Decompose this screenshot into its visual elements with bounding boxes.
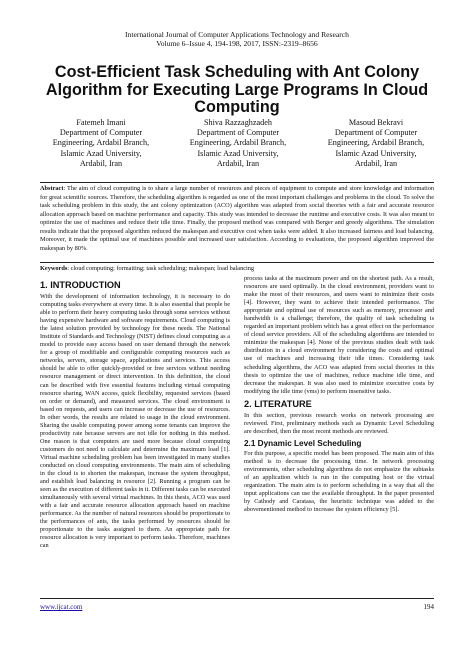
left-column [40,278,230,554]
author-name: Shiva Razzaghzadeh [204,118,272,127]
author-block [163,118,313,169]
journal-volume: Volume 6–Issue 4, 194-198, 2017, ISSN:-2319–8656 [156,39,318,48]
keywords-text: : cloud computing; formatting; task scheduling; makespan; load balancing [67,265,255,272]
abstract-bottom-rule [40,262,434,263]
subsection-heading-dynamic-level-scheduling: 2.1 Dynamic Level Scheduling [244,438,362,448]
journal-name: International Journal of Computer Applications Technology and Research [125,30,349,39]
dynamic-level-scheduling-paragraph: For this purpose, a specific model has been proposed. The main aim of this method is to decrease the processing time. In network processing environments, other scheduling algorithms do not emphasize the subtasks of an application which is run in the computing host or the virtual organization. The main aim is to perform scheduling in a way that all the input applications can use the available throughput. In the paper presented by Cathody and Caratasa, the heuristic technique was added to the abovementioned method to increase the system efficiency [5]. [244,449,434,514]
footer-rule [40,598,434,599]
author-affiliation-line: Department of Computer [334,128,418,138]
right-column [244,275,434,517]
literature-paragraph: In this section, previous research works on network processing are reviewed. First, preliminary methods such as Dynamic Level Scheduling are described, then the most recent methods are reviewed. [244,411,434,435]
paper-title: Cost-Efficient Task Scheduling with Ant Colony Algorithm for Executing Large Programs In Cloud Computing [45,63,429,116]
author-block [26,118,176,169]
section-heading-introduction: 1. INTRODUCTION [40,280,121,290]
author-affiliation-line: Islamic Azad University, [197,148,279,158]
author-name: Fatemeh Imani [76,118,126,127]
author-affiliation-line: Department of Computer [59,128,143,138]
keywords [40,265,434,274]
author-block [301,118,451,169]
author-affiliation-line: Ardabil, Iran [354,158,398,168]
journal-website-link[interactable]: www.ijcat.com [40,603,83,611]
author-affiliation-line: Ardabil, Iran [79,158,123,168]
keywords-label: Keywords [40,265,68,272]
author-affiliation-line: Engineering, Ardabil Branch, [52,138,150,148]
page-number: 194 [423,603,434,611]
author-affiliation-line: Department of Computer [196,128,280,138]
author-affiliation-line: Engineering, Ardabil Branch, [189,138,287,148]
abstract-top-rule [40,182,434,183]
abstract-label: Abstract [40,185,64,192]
author-affiliation-line: Ardabil, Iran [216,158,260,168]
abstract [40,185,434,253]
introduction-paragraph: With the development of information technology, it is necessary to do computing tasks everywhere at every time. It is also essential that people be able to perform their heavy computing tasks through some services without having expensive hardware and software requirements. Cloud computing is the latest solution provided by technology for these needs. The National Institute of Standards and Technology (NIST) defines cloud computing as a model to provide easy access based on user demand through the network for a group of modifiable and configurable computing resources such as networks, servers, storage space, applications and services. This access should be able to offer quickly-provided or free services without needing resource management or direct intervention. In this definition, the cloud can be described with five essential features including virtual computing resource sharing, WAN access, quick flexibility, requested services (based on order or demand), and measured services. The cloud environment is based on requests, and users can increase or decrease the use of resources. In other words, the results are related to usage in the cloud environment. Sharing the usable computing power among some tenants can improve the productivity rate because servers are not idle for nothing in this method. One reason is that computers are used more because cloud computing customers do not need to calculate and determine the maximum load [1]. Virtual machine scheduling problem has been investigated in many studies conducted on cloud computing environments. The main aim of scheduling in the cloud is to shorten the makespan, increase the system throughput, and establish load balancing in resource [2]. Running a program can be seen as the execution of different tasks in it. Different tasks can be executed simultaneously with several virtual machines. In this thesis, ACO was used with a fair and accurate resource allocation approach based on machine performance. As the number of natural resources should be proportionate to the performances of ants, the tasks performed by resources should be proportionate to the tasks assigned to them. An appropriate path for resource allocation is very important to perform tasks. Therefore, machines can [40,293,230,550]
author-name: Masoud Bekravi [348,118,404,127]
introduction-paragraph-continued: process tasks at the maximum power and on the shortest path. As a result, resources are used optimally. In the cloud environment, providers want to make the most of their resources, and users want to minimize their costs [4]. However, they want to achieve their intended performance. The appropriate and optimal use of resources such as memory, processor and bandwidth is a challenge; therefore, the quality of task scheduling is regarded an important problem which has a great effect on the performance of cloud service providers. All of the scheduling algorithms are intended to minimize the makespan [4]. None of the previous studies dealt with task distribution in a cloud environment by considering the costs and optimal use of machines and increasing their idle times. Considering task scheduling algorithms, the ACO was adapted from social theories in this thesis to optimize the use of machines, reduce machine idle time, and decrease the makespan. It was also used to minimize executive costs by modifying the idle time (vms) to perform insensitive tasks. [244,275,434,395]
author-affiliation-line: Islamic Azad University, [60,148,142,158]
section-heading-literature: 2. LITERATURE [244,398,312,409]
abstract-text: : The aim of cloud computing is to share a large number of resources and pieces of equipment to compute and store knowledge and information for great scientific sources. Therefore, the scheduling algorithm is regarded as one of the most important challenges and problems in the cloud. To solve the task scheduling problem in this study, the ant colony optimization (ACO) algorithm was adapted from social theories with a fair and accurate resource allocation approach based on machine performance and capacity. This study was intended to decrease the runtime and executive costs. It was also meant to optimize the use of machines and reduce their idle time. Finally, the proposed method was compared with Berger and greedy algorithms. The simulation results indicate that the proposed algorithm reduced the makespan and executive cost when tasks were added. It also increased fairness and load balancing. Moreover, it made the optimal use of machines possible and increased user satisfaction. According to evaluations, the proposed algorithm improved the makespan by 80%. [40,185,434,252]
author-affiliation-line: Engineering, Ardabil Branch, [327,138,425,148]
author-affiliation-line: Islamic Azad University, [335,148,417,158]
journal-header [0,30,474,48]
